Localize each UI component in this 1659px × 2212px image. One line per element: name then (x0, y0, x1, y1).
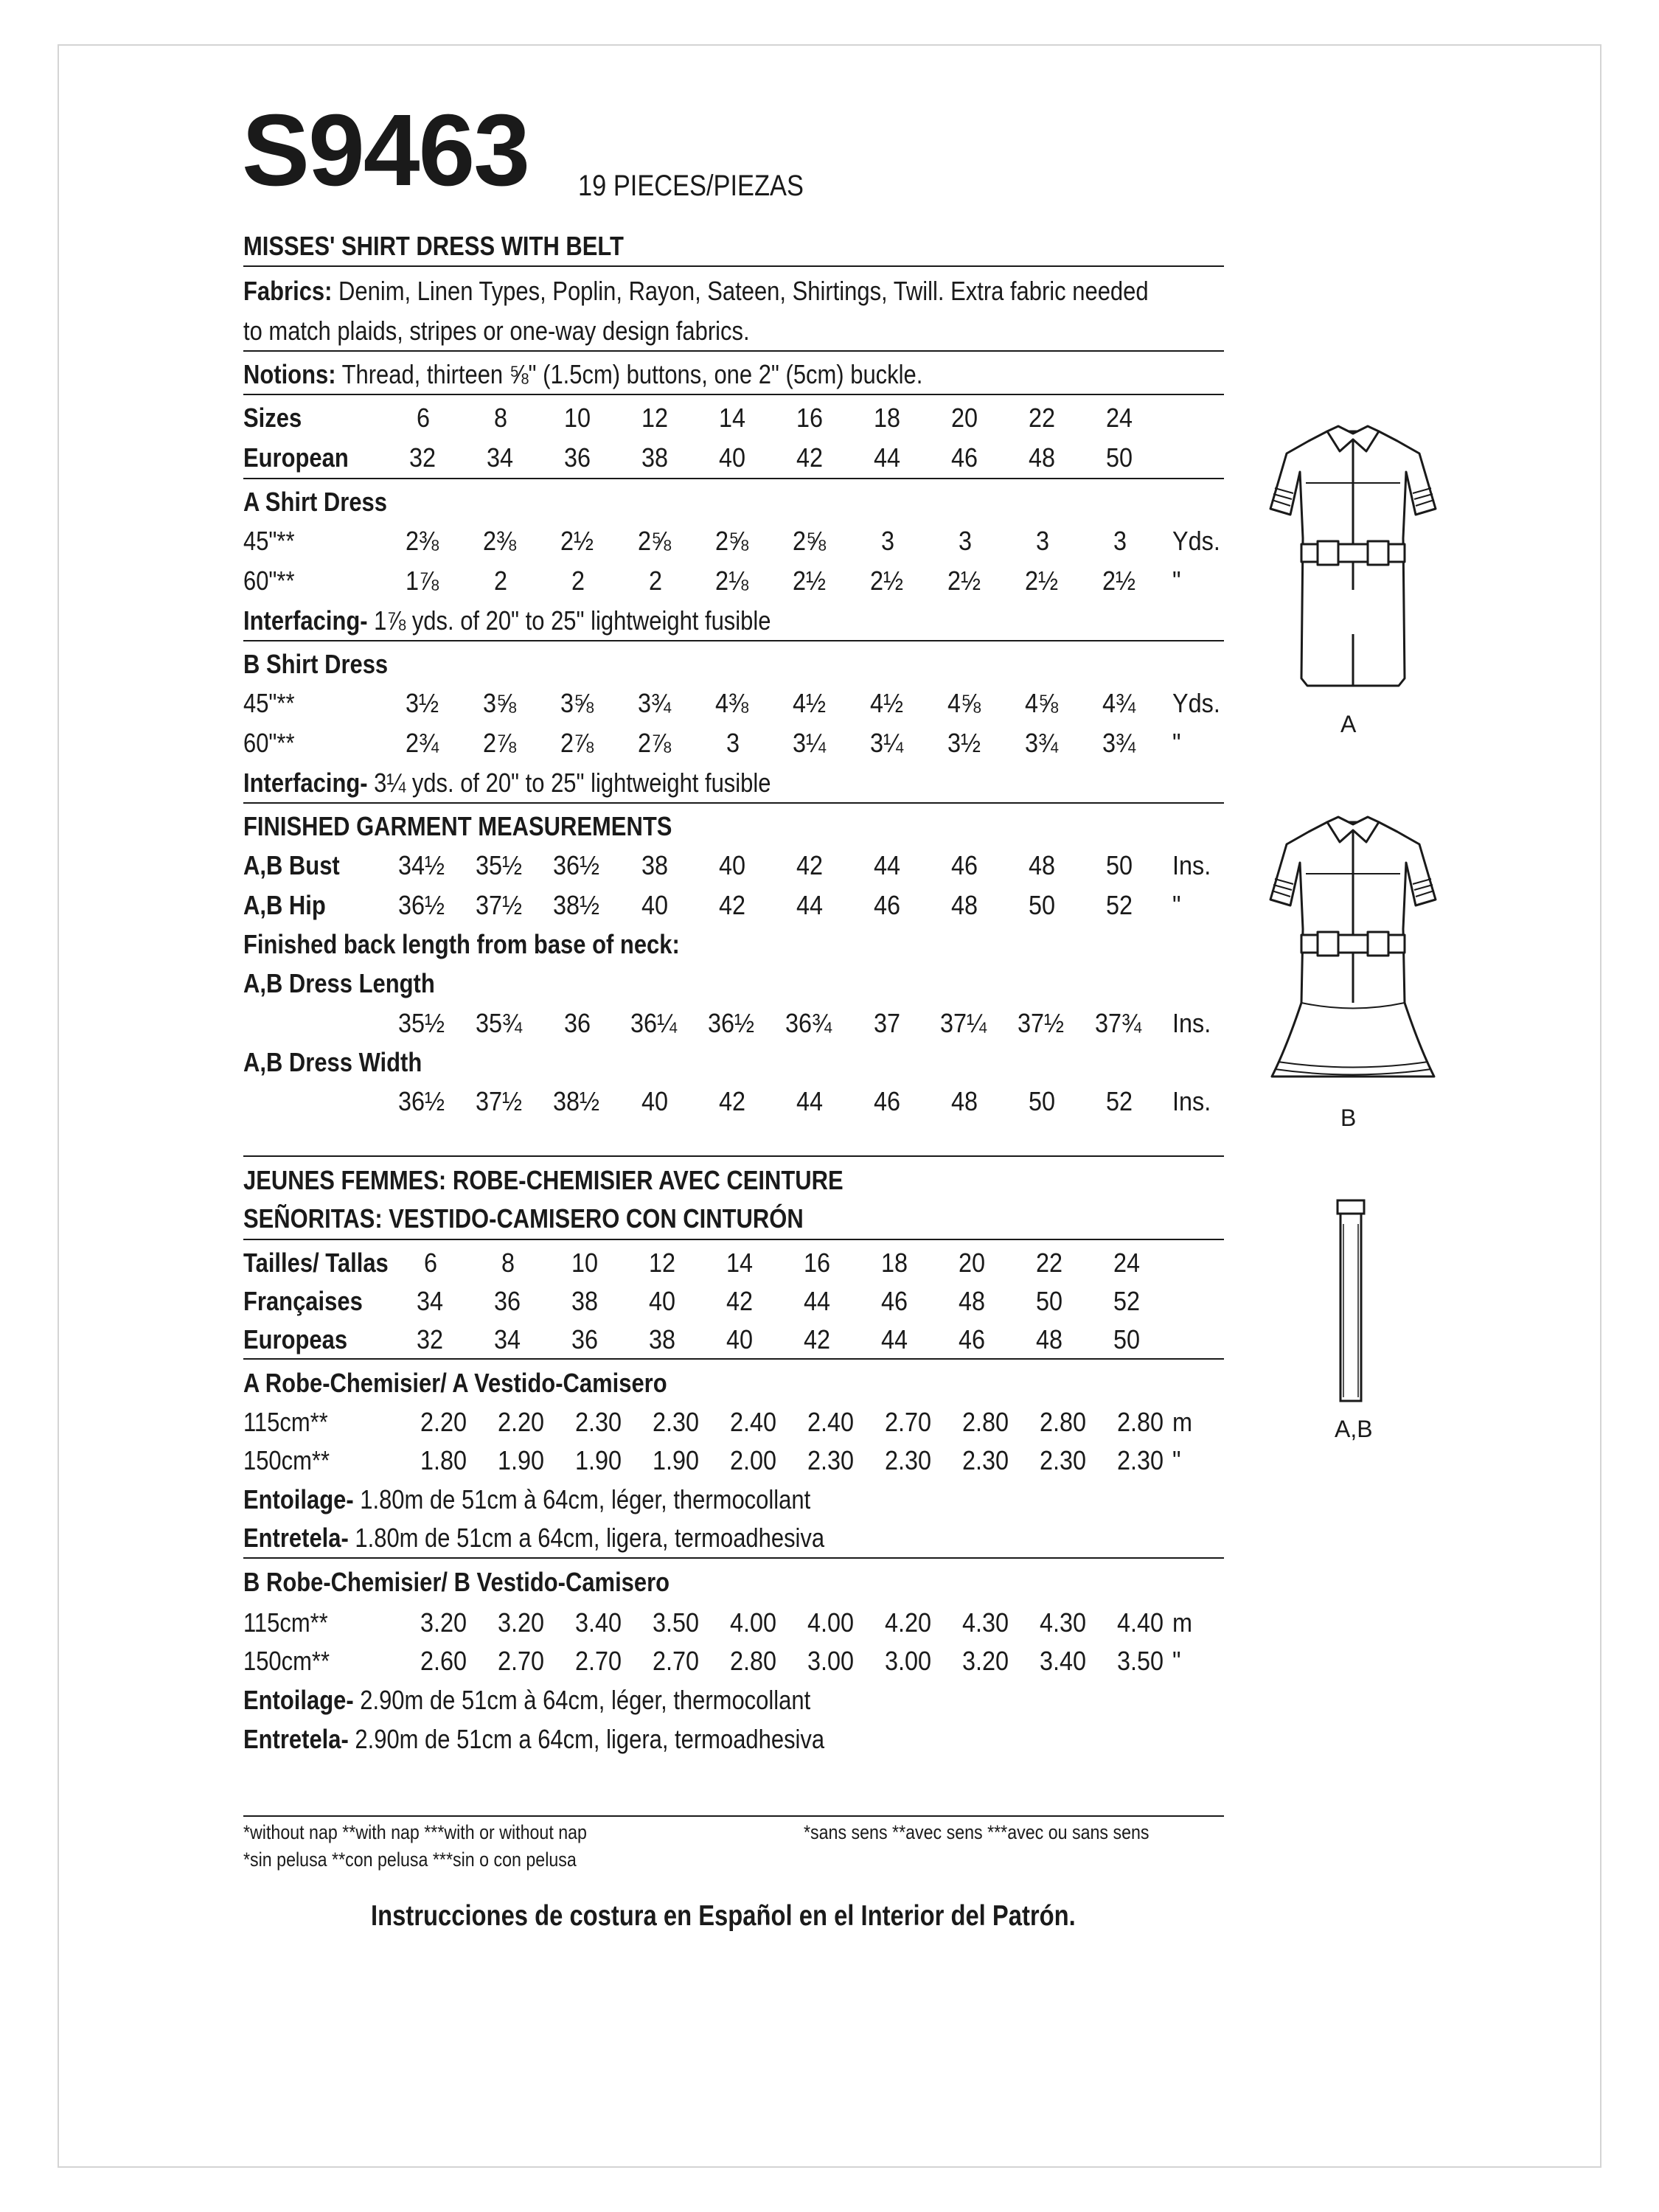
sizes-row-cell: 10 (563, 403, 591, 433)
b-115-row-cell: 3.20 (497, 1607, 545, 1638)
width-row-unit: Ins. (1172, 1086, 1211, 1116)
francaises-row-cell: 42 (726, 1286, 754, 1316)
english-title: MISSES' SHIRT DRESS WITH BELT (243, 231, 624, 261)
a-150-row-cell: 1.90 (574, 1445, 622, 1475)
tailles-row-cell: 24 (1113, 1248, 1141, 1278)
hip-row-cell: 42 (718, 890, 746, 920)
b-45-row-cell: 3⅝ (560, 688, 594, 718)
b-150-label: 150cm** (243, 1646, 330, 1676)
foreign-a-title: A Robe-Chemisier/ A Vestido-Camisero (243, 1368, 667, 1398)
b-150-row-cell: 3.00 (807, 1646, 855, 1676)
bust-row-cell: 50 (1105, 850, 1133, 880)
b-150-row-cell: 2.70 (652, 1646, 700, 1676)
hip-row-cell: 36½ (397, 890, 445, 920)
width-row-cell: 52 (1105, 1086, 1133, 1116)
b-150-row-cell: 3.40 (1039, 1646, 1087, 1676)
length-row-cell: 36½ (707, 1008, 755, 1038)
a-115-row-cell: 2.40 (729, 1407, 777, 1437)
b-entoilage (243, 1685, 810, 1716)
b-45-row-cell: 4⅝ (947, 688, 981, 718)
b-150-row-cell: 2.60 (420, 1646, 467, 1676)
francaises-row-cell: 50 (1035, 1286, 1063, 1316)
tailles-row-cell: 22 (1035, 1248, 1063, 1278)
view-a-dress-illustration (1257, 413, 1449, 708)
length-row-cell: 37½ (1017, 1008, 1065, 1038)
europeas-row-cell: 34 (493, 1324, 521, 1354)
francaises-row-cell: 46 (880, 1286, 908, 1316)
divider (243, 265, 1224, 267)
length-row-cell: 37¾ (1094, 1008, 1142, 1038)
european-row-cell: 42 (796, 442, 824, 473)
width-row-cell: 36½ (397, 1086, 445, 1116)
a-60-label: 60"** (243, 566, 295, 596)
b-60-row-cell: 3½ (947, 728, 981, 758)
b-45-label: 45"** (243, 688, 295, 718)
tailles-label: Tailles/ Tallas (243, 1248, 389, 1278)
length-row-cell: 35¾ (475, 1008, 523, 1038)
europeas-row-cell: 40 (726, 1324, 754, 1354)
european-row-cell: 34 (486, 442, 514, 473)
a-60-row-cell: 2½ (947, 566, 981, 596)
european-row-cell: 46 (950, 442, 978, 473)
b-115-row-cell: 4.30 (961, 1607, 1009, 1638)
european-row-cell: 32 (408, 442, 437, 473)
notions-text: Thread, thirteen ⅝" (1.5cm) buttons, one 2" (5cm) buckle. (335, 359, 923, 389)
a-150-row-cell: 2.30 (1039, 1445, 1087, 1475)
hip-row-cell: 52 (1105, 890, 1133, 920)
european-row-cell: 38 (641, 442, 669, 473)
b-45-row-cell: 3⅝ (482, 688, 517, 718)
a-45-row-cell: 2⅜ (405, 526, 439, 556)
bust-row-cell: 36½ (552, 850, 600, 880)
view-b-title: B Shirt Dress (243, 649, 389, 679)
footnote-english: *without nap **with nap ***with or without nap (243, 1821, 587, 1843)
sizes-row-cell: 16 (796, 403, 824, 433)
view-b-label: B (1340, 1105, 1357, 1131)
width-row-cell: 46 (873, 1086, 901, 1116)
b-60-row-cell: 3¼ (792, 728, 827, 758)
b-45-row-cell: 4⅝ (1024, 688, 1059, 718)
francaises-label: Françaises (243, 1286, 363, 1316)
b-115-row-cell: 4.30 (1039, 1607, 1087, 1638)
europeas-row-cell: 38 (648, 1324, 676, 1354)
b-60-row-cell: 3¼ (869, 728, 904, 758)
b-interfacing (243, 768, 771, 799)
europeas-row-cell: 50 (1113, 1324, 1141, 1354)
footnote-spanish: *sin pelusa **con pelusa ***sin o con pelusa (243, 1848, 577, 1871)
divider (243, 350, 1224, 352)
a-45-label: 45"** (243, 526, 295, 556)
b-115-row-cell: 4.00 (729, 1607, 777, 1638)
belt-label: A,B (1335, 1416, 1373, 1442)
europeas-row-cell: 32 (416, 1324, 444, 1354)
a-60-row-cell: 2½ (869, 566, 904, 596)
divider (243, 1815, 1224, 1817)
a-115-row-cell: 2.30 (652, 1407, 700, 1437)
bust-row-cell: 46 (950, 850, 978, 880)
b-entoilage-text: 2.90m de 51cm à 64cm, léger, thermocollant (353, 1685, 811, 1715)
hip-row-cell: 40 (641, 890, 669, 920)
sizes-row-cell: 22 (1028, 403, 1056, 433)
a-45-row-cell: 2½ (560, 526, 594, 556)
a-60-row-cell: 2 (571, 566, 585, 596)
bust-row-cell: 34½ (397, 850, 445, 880)
bust-row-unit: Ins. (1172, 850, 1211, 880)
fabrics-line-1 (243, 276, 1149, 307)
divider (243, 1358, 1224, 1360)
length-row-cell: 37¼ (939, 1008, 987, 1038)
b-60-row-cell: 3¾ (1102, 728, 1136, 758)
divider (243, 802, 1224, 804)
length-row-cell: 36¾ (785, 1008, 832, 1038)
a-150-row-cell: 1.90 (652, 1445, 700, 1475)
european-row-cell: 50 (1105, 442, 1133, 473)
a-115-row-cell: 2.80 (1116, 1407, 1164, 1437)
sizes-label: Sizes (243, 403, 302, 433)
a-115-row-cell: 2.80 (1039, 1407, 1087, 1437)
tailles-row-cell: 10 (571, 1248, 599, 1278)
width-row-cell: 48 (950, 1086, 978, 1116)
tailles-row-cell: 12 (648, 1248, 676, 1278)
a-60-row-cell: 2⅛ (714, 566, 749, 596)
divider (243, 1239, 1224, 1240)
a-interfacing-label: Interfacing- (243, 605, 368, 636)
a-150-label: 150cm** (243, 1445, 330, 1475)
hip-row-cell: 46 (873, 890, 901, 920)
b-115-row-cell: 4.20 (884, 1607, 932, 1638)
francaises-row-cell: 48 (958, 1286, 986, 1316)
a-150-row-cell: 1.80 (420, 1445, 467, 1475)
francaises-row-cell: 34 (416, 1286, 444, 1316)
length-row-cell: 35½ (397, 1008, 445, 1038)
a-entoilage-label: Entoilage- (243, 1484, 354, 1514)
b-60-row-cell: 3¾ (1024, 728, 1059, 758)
bust-row-cell: 44 (873, 850, 901, 880)
sizes-row-cell: 18 (873, 403, 901, 433)
a-60-row-cell: 2½ (792, 566, 827, 596)
b-entretela-label: Entretela- (243, 1724, 349, 1754)
hip-row-cell: 50 (1028, 890, 1056, 920)
b-115-row-unit: m (1172, 1607, 1192, 1638)
back-length-note: Finished back length from base of neck: (243, 929, 680, 959)
bust-row-cell: 48 (1028, 850, 1056, 880)
european-label: European (243, 442, 349, 473)
sizes-row-cell: 8 (493, 403, 508, 433)
b-150-row-cell: 2.70 (497, 1646, 545, 1676)
divider (243, 1557, 1224, 1559)
a-115-row-cell: 2.30 (574, 1407, 622, 1437)
a-interfacing (243, 605, 771, 636)
b-45-row-cell: 3¾ (637, 688, 672, 718)
b-115-label: 115cm** (243, 1607, 328, 1638)
b-150-row-cell: 2.70 (574, 1646, 622, 1676)
a-45-row-cell: 2⅝ (792, 526, 827, 556)
a-entretela-label: Entretela- (243, 1523, 349, 1553)
francaises-row-cell: 36 (493, 1286, 521, 1316)
a-150-row-cell: 2.30 (961, 1445, 1009, 1475)
europeas-row-cell: 48 (1035, 1324, 1063, 1354)
width-row-cell: 37½ (475, 1086, 523, 1116)
piece-count: 19 PIECES/PIEZAS (578, 170, 804, 202)
width-row-cell: 50 (1028, 1086, 1056, 1116)
a-150-row-unit: " (1172, 1445, 1181, 1475)
hip-row-cell: 44 (796, 890, 824, 920)
length-row-cell: 36¼ (630, 1008, 678, 1038)
view-a-label: A (1340, 711, 1357, 737)
francaises-row-cell: 40 (648, 1286, 676, 1316)
b-150-row-unit: " (1172, 1646, 1181, 1676)
b-60-row-cell: 2⅞ (637, 728, 672, 758)
a-60-row-cell: 2½ (1102, 566, 1136, 596)
b-115-row-cell: 4.00 (807, 1607, 855, 1638)
sizes-row-cell: 12 (641, 403, 669, 433)
tailles-row-cell: 18 (880, 1248, 908, 1278)
francaises-row-cell: 52 (1113, 1286, 1141, 1316)
b-115-row-cell: 4.40 (1116, 1607, 1164, 1638)
width-row-cell: 38½ (552, 1086, 600, 1116)
pattern-number: S9463 (242, 94, 529, 207)
a-115-row-cell: 2.80 (961, 1407, 1009, 1437)
europeas-row-cell: 46 (958, 1324, 986, 1354)
width-row-cell: 44 (796, 1086, 824, 1116)
b-45-row-cell: 4⅜ (714, 688, 749, 718)
tailles-row-cell: 14 (726, 1248, 754, 1278)
fabrics-line-2: to match plaids, stripes or one-way design fabrics. (243, 316, 750, 346)
b-interfacing-text: 3¼ yds. of 20" to 25" lightweight fusible (367, 768, 771, 798)
b-interfacing-label: Interfacing- (243, 768, 368, 798)
europeas-row-cell: 42 (803, 1324, 831, 1354)
a-45-row-cell: 3 (958, 526, 973, 556)
tailles-row-cell: 16 (803, 1248, 831, 1278)
b-150-row-cell: 2.80 (729, 1646, 777, 1676)
tailles-row-cell: 6 (423, 1248, 438, 1278)
european-row-cell: 36 (563, 442, 591, 473)
a-60-row-cell: 2½ (1024, 566, 1059, 596)
view-a-title: A Shirt Dress (243, 487, 388, 517)
b-45-row-cell: 4¾ (1102, 688, 1136, 718)
length-row-unit: Ins. (1172, 1008, 1211, 1038)
hip-row-cell: 48 (950, 890, 978, 920)
b-150-row-cell: 3.00 (884, 1646, 932, 1676)
hip-row-cell: 38½ (552, 890, 600, 920)
b-entretela-text: 2.90m de 51cm a 64cm, ligera, termoadhesiva (348, 1724, 825, 1754)
a-45-row-cell: 3 (880, 526, 895, 556)
hip-row-cell: 37½ (475, 890, 523, 920)
foreign-title-es: SEÑORITAS: VESTIDO-CAMISERO CON CINTURÓN (243, 1203, 804, 1234)
a-interfacing-text: 1⅞ yds. of 20" to 25" lightweight fusible (367, 605, 771, 636)
b-60-row-cell: 2⅞ (482, 728, 517, 758)
sizes-row-cell: 20 (950, 403, 978, 433)
b-45-row-cell: 3½ (405, 688, 439, 718)
footnote-french: *sans sens **avec sens ***avec ou sans sens (804, 1821, 1150, 1843)
b-entoilage-label: Entoilage- (243, 1685, 354, 1715)
bust-row-cell: 38 (641, 850, 669, 880)
tailles-row-cell: 8 (501, 1248, 515, 1278)
divider (243, 394, 1224, 395)
length-label: A,B Dress Length (243, 968, 435, 998)
a-115-row-cell: 2.70 (884, 1407, 932, 1437)
width-label: A,B Dress Width (243, 1047, 422, 1077)
a-45-row-cell: 2⅝ (637, 526, 672, 556)
bust-row-cell: 40 (718, 850, 746, 880)
bust-row-cell: 35½ (475, 850, 523, 880)
foreign-title-fr: JEUNES FEMMES: ROBE-CHEMISIER AVEC CEINTURE (243, 1165, 844, 1195)
a-60-row-cell: 1⅞ (405, 566, 439, 596)
view-b-dress-illustration (1257, 804, 1449, 1099)
a-60-row-cell: 2 (648, 566, 663, 596)
spanish-instructions-note: Instrucciones de costura en Español en el Interior del Patrón. (371, 1900, 1076, 1932)
notions-line (243, 359, 922, 390)
europeas-row-cell: 36 (571, 1324, 599, 1354)
b-45-row-cell: 4½ (792, 688, 827, 718)
a-entretela-text: 1.80m de 51cm a 64cm, ligera, termoadhesiva (348, 1523, 825, 1553)
bust-label: A,B Bust (243, 850, 340, 880)
a-115-row-unit: m (1172, 1407, 1192, 1437)
fabrics-text: Denim, Linen Types, Poplin, Rayon, Sateen, Shirtings, Twill. Extra fabric needed (332, 276, 1149, 306)
a-45-row-cell: 3 (1035, 526, 1050, 556)
sizes-row-cell: 24 (1105, 403, 1133, 433)
francaises-row-cell: 44 (803, 1286, 831, 1316)
b-60-row-unit: " (1172, 728, 1181, 758)
europeas-label: Europeas (243, 1324, 348, 1354)
hip-label: A,B Hip (243, 890, 326, 920)
b-150-row-cell: 3.20 (961, 1646, 1009, 1676)
length-row-cell: 36 (563, 1008, 591, 1038)
tailles-row-cell: 20 (958, 1248, 986, 1278)
european-row-cell: 48 (1028, 442, 1056, 473)
width-row-cell: 42 (718, 1086, 746, 1116)
a-150-row-cell: 2.30 (1116, 1445, 1164, 1475)
hip-row-unit: " (1172, 890, 1181, 920)
a-115-row-cell: 2.20 (497, 1407, 545, 1437)
width-row-cell: 40 (641, 1086, 669, 1116)
a-45-row-cell: 2⅝ (714, 526, 749, 556)
foreign-b-title: B Robe-Chemisier/ B Vestido-Camisero (243, 1567, 670, 1597)
sizes-row-cell: 14 (718, 403, 746, 433)
european-row-cell: 44 (873, 442, 901, 473)
b-60-label: 60"** (243, 728, 295, 758)
b-60-row-cell: 3 (726, 728, 740, 758)
divider (243, 1155, 1224, 1157)
european-row-cell: 40 (718, 442, 746, 473)
b-45-row-unit: Yds. (1172, 688, 1220, 718)
francaises-row-cell: 38 (571, 1286, 599, 1316)
a-115-row-cell: 2.40 (807, 1407, 855, 1437)
bust-row-cell: 42 (796, 850, 824, 880)
divider (243, 640, 1224, 641)
b-60-row-cell: 2¾ (405, 728, 439, 758)
notions-label: Notions: (243, 359, 336, 389)
a-45-row-cell: 3 (1113, 526, 1127, 556)
b-150-row-cell: 3.50 (1116, 1646, 1164, 1676)
a-45-row-unit: Yds. (1172, 526, 1220, 556)
a-60-row-cell: 2 (493, 566, 508, 596)
a-45-row-cell: 2⅜ (482, 526, 517, 556)
a-150-row-cell: 2.30 (807, 1445, 855, 1475)
fabrics-label: Fabrics: (243, 276, 333, 306)
a-115-row-cell: 2.20 (420, 1407, 467, 1437)
b-115-row-cell: 3.50 (652, 1607, 700, 1638)
b-entretela (243, 1724, 824, 1755)
length-row-cell: 37 (873, 1008, 901, 1038)
divider (243, 478, 1224, 479)
a-entoilage (243, 1484, 810, 1515)
a-150-row-cell: 2.00 (729, 1445, 777, 1475)
a-115-label: 115cm** (243, 1407, 328, 1437)
b-60-row-cell: 2⅞ (560, 728, 594, 758)
b-45-row-cell: 4½ (869, 688, 904, 718)
a-150-row-cell: 1.90 (497, 1445, 545, 1475)
belt-illustration (1333, 1194, 1370, 1408)
a-entoilage-text: 1.80m de 51cm à 64cm, léger, thermocollant (353, 1484, 811, 1514)
finished-measurements-title: FINISHED GARMENT MEASUREMENTS (243, 811, 672, 841)
europeas-row-cell: 44 (880, 1324, 908, 1354)
b-115-row-cell: 3.40 (574, 1607, 622, 1638)
sizes-row-cell: 6 (416, 403, 431, 433)
a-60-row-unit: " (1172, 566, 1181, 596)
a-entretela (243, 1523, 824, 1554)
b-115-row-cell: 3.20 (420, 1607, 467, 1638)
a-150-row-cell: 2.30 (884, 1445, 932, 1475)
